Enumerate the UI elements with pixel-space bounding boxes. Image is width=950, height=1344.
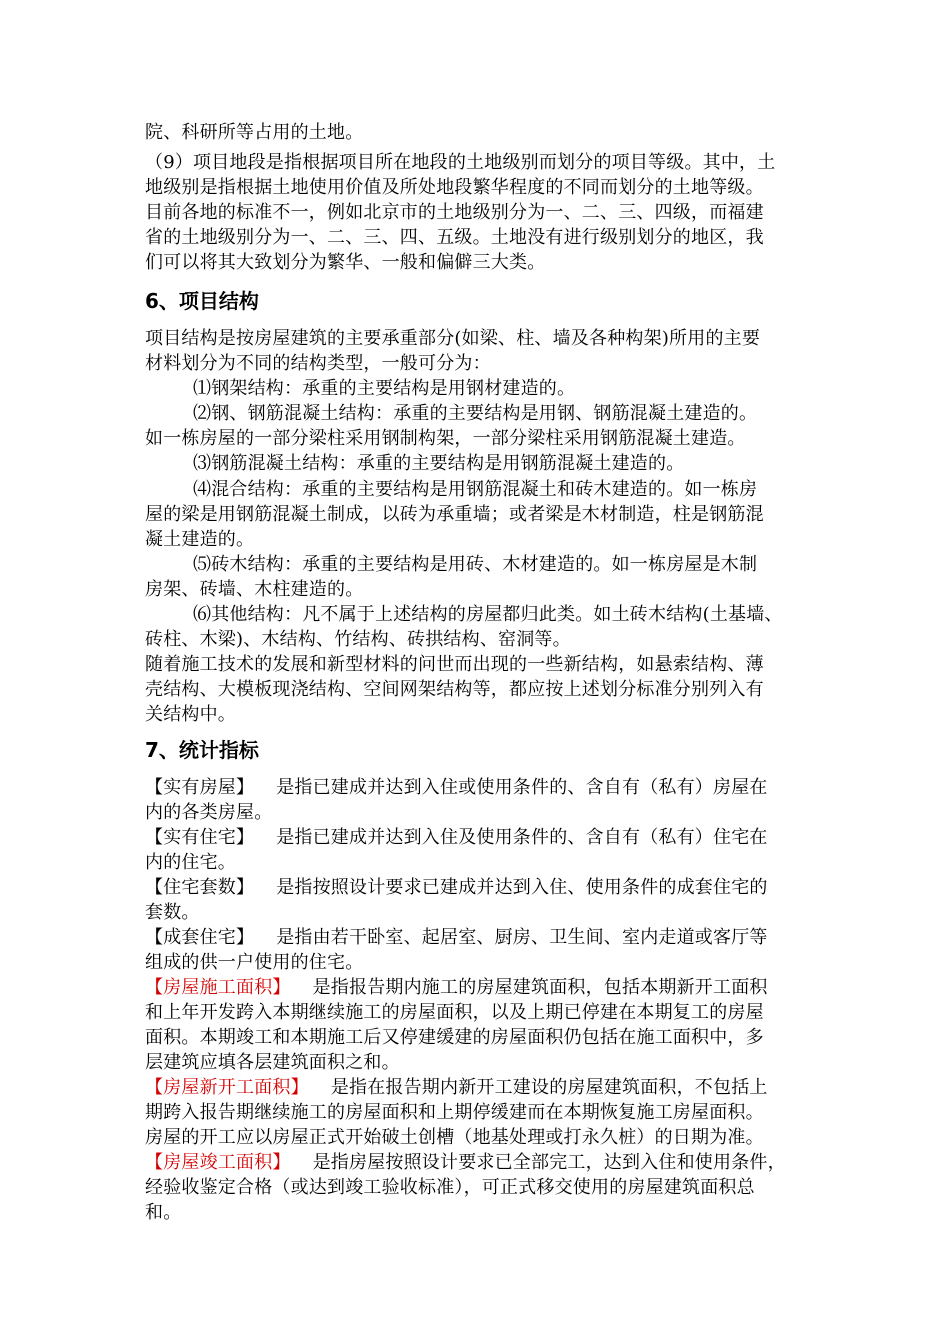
definition-text: 是指在报告期内新开工建设的房屋建筑面积，不包括上: [330, 1077, 768, 1098]
list-item: ⑴钢架结构：承重的主要结构是用钢材建造的。: [193, 378, 576, 399]
paragraph-line: 凝土建造的。: [145, 529, 255, 550]
definition-text: 是指已建成并达到入住或使用条件的、含自有（私有）房屋在: [276, 777, 768, 798]
paragraph-line: 关结构中。: [145, 704, 236, 725]
definition-term-highlight: 【房屋竣工面积】: [145, 1152, 291, 1173]
paragraph-line: 们可以将其大致划分为繁华、一般和偏僻三大类。: [145, 252, 546, 273]
definition-line: 内的住宅。: [145, 852, 236, 873]
definition-line: [145, 1151, 786, 1175]
list-item: ⑸砖木结构：承重的主要结构是用砖、木材建造的。如一栋房屋是木制: [193, 554, 758, 575]
definition-line: [145, 776, 768, 800]
definition-line: [145, 926, 768, 950]
paragraph-line: 如一栋房屋的一部分梁柱采用钢制构架，一部分梁柱采用钢筋混凝土建造。: [145, 428, 746, 449]
definition-line: 面积。本期竣工和本期施工后又停建缓建的房屋面积仍包括在施工面积中，多: [145, 1027, 764, 1048]
definition-term: 【成套住宅】: [145, 927, 255, 948]
definition-line: [145, 976, 768, 1000]
list-item: ⑹其他结构：凡不属于上述结构的房屋都归此类。如土砖木结构(土基墙、: [193, 604, 783, 625]
paragraph-line: 目前各地的标准不一，例如北京市的土地级别分为一、二、三、四级，而福建: [145, 202, 764, 223]
definition-term-highlight: 【房屋新开工面积】: [145, 1077, 309, 1098]
definition-term-highlight: 【房屋施工面积】: [145, 977, 291, 998]
definition-line: 期跨入报告期继续施工的房屋面积和上期停缓建而在本期恢复施工房屋面积。: [145, 1102, 764, 1123]
definition-term: 【住宅套数】: [145, 877, 255, 898]
paragraph-line: 房架、砖墙、木柱建造的。: [145, 579, 364, 600]
paragraph-line: 砖柱、木梁)、木结构、竹结构、砖拱结构、窑洞等。: [145, 629, 571, 650]
definition-line: [145, 1076, 768, 1100]
definition-line: [145, 826, 768, 850]
section-heading: 7、统计指标: [145, 738, 259, 762]
paragraph-line: 院、科研所等占用的土地。: [145, 122, 364, 143]
paragraph-line: 项目结构是按房屋建筑的主要承重部分(如梁、柱、墙及各种构架)所用的主要: [145, 328, 761, 349]
paragraph-line: 壳结构、大模板现浇结构、空间网架结构等，都应按上述划分标准分别列入有: [145, 679, 764, 700]
paragraph-line: 地级别是指根据土地使用价值及所处地段繁华程度的不同而划分的土地等级。: [145, 177, 764, 198]
definition-text: 是指由若干卧室、起居室、厨房、卫生间、室内走道或客厅等: [276, 927, 768, 948]
definition-line: 层建筑应填各层建筑面积之和。: [145, 1052, 400, 1073]
definition-line: 内的各类房屋。: [145, 802, 273, 823]
definition-line: 组成的供一户使用的住宅。: [145, 952, 364, 973]
definition-term: 【实有住宅】: [145, 827, 255, 848]
definition-line: [145, 876, 768, 900]
paragraph-line: 屋的梁是用钢筋混凝土制成，以砖为承重墙；或者梁是木材制造，柱是钢筋混: [145, 504, 764, 525]
paragraph-line: 材料划分为不同的结构类型，一般可分为：: [145, 353, 491, 374]
paragraph-line: 省的土地级别分为一、二、三、四、五级。土地没有进行级别划分的地区，我: [145, 227, 764, 248]
definition-text: 是指房屋按照设计要求已全部完工，达到入住和使用条件，: [312, 1152, 786, 1173]
definition-text: 是指报告期内施工的房屋建筑面积，包括本期新开工面积: [312, 977, 768, 998]
definition-line: 房屋的开工应以房屋正式开始破土创槽（地基处理或打永久桩）的日期为准。: [145, 1127, 764, 1148]
definition-term: 【实有房屋】: [145, 777, 255, 798]
list-item: ⑷混合结构：承重的主要结构是用钢筋混凝土和砖木建造的。如一栋房: [193, 479, 758, 500]
section-heading: 6、项目结构: [145, 289, 259, 313]
list-item: ⑶钢筋混凝土结构：承重的主要结构是用钢筋混凝土建造的。: [193, 453, 685, 474]
list-item: ⑵钢、钢筋混凝土结构：承重的主要结构是用钢、钢筋混凝土建造的。: [193, 403, 758, 424]
definition-line: 和上年开发跨入本期继续施工的房屋面积，以及上期已停建在本期复工的房屋: [145, 1002, 764, 1023]
paragraph-line: 随着施工技术的发展和新型材料的问世而出现的一些新结构，如悬索结构、薄: [145, 654, 764, 675]
paragraph-line: （9）项目地段是指根据项目所在地段的土地级别而划分的项目等级。其中，土: [145, 152, 776, 173]
definition-line: 经验收鉴定合格（或达到竣工验收标准），可正式移交使用的房屋建筑面积总: [145, 1177, 755, 1198]
definition-line: 套数。: [145, 902, 200, 923]
definition-text: 是指按照设计要求已建成并达到入住、使用条件的成套住宅的: [276, 877, 768, 898]
definition-line: 和。: [145, 1202, 182, 1223]
definition-text: 是指已建成并达到入住及使用条件的、含自有（私有）住宅在: [276, 827, 768, 848]
